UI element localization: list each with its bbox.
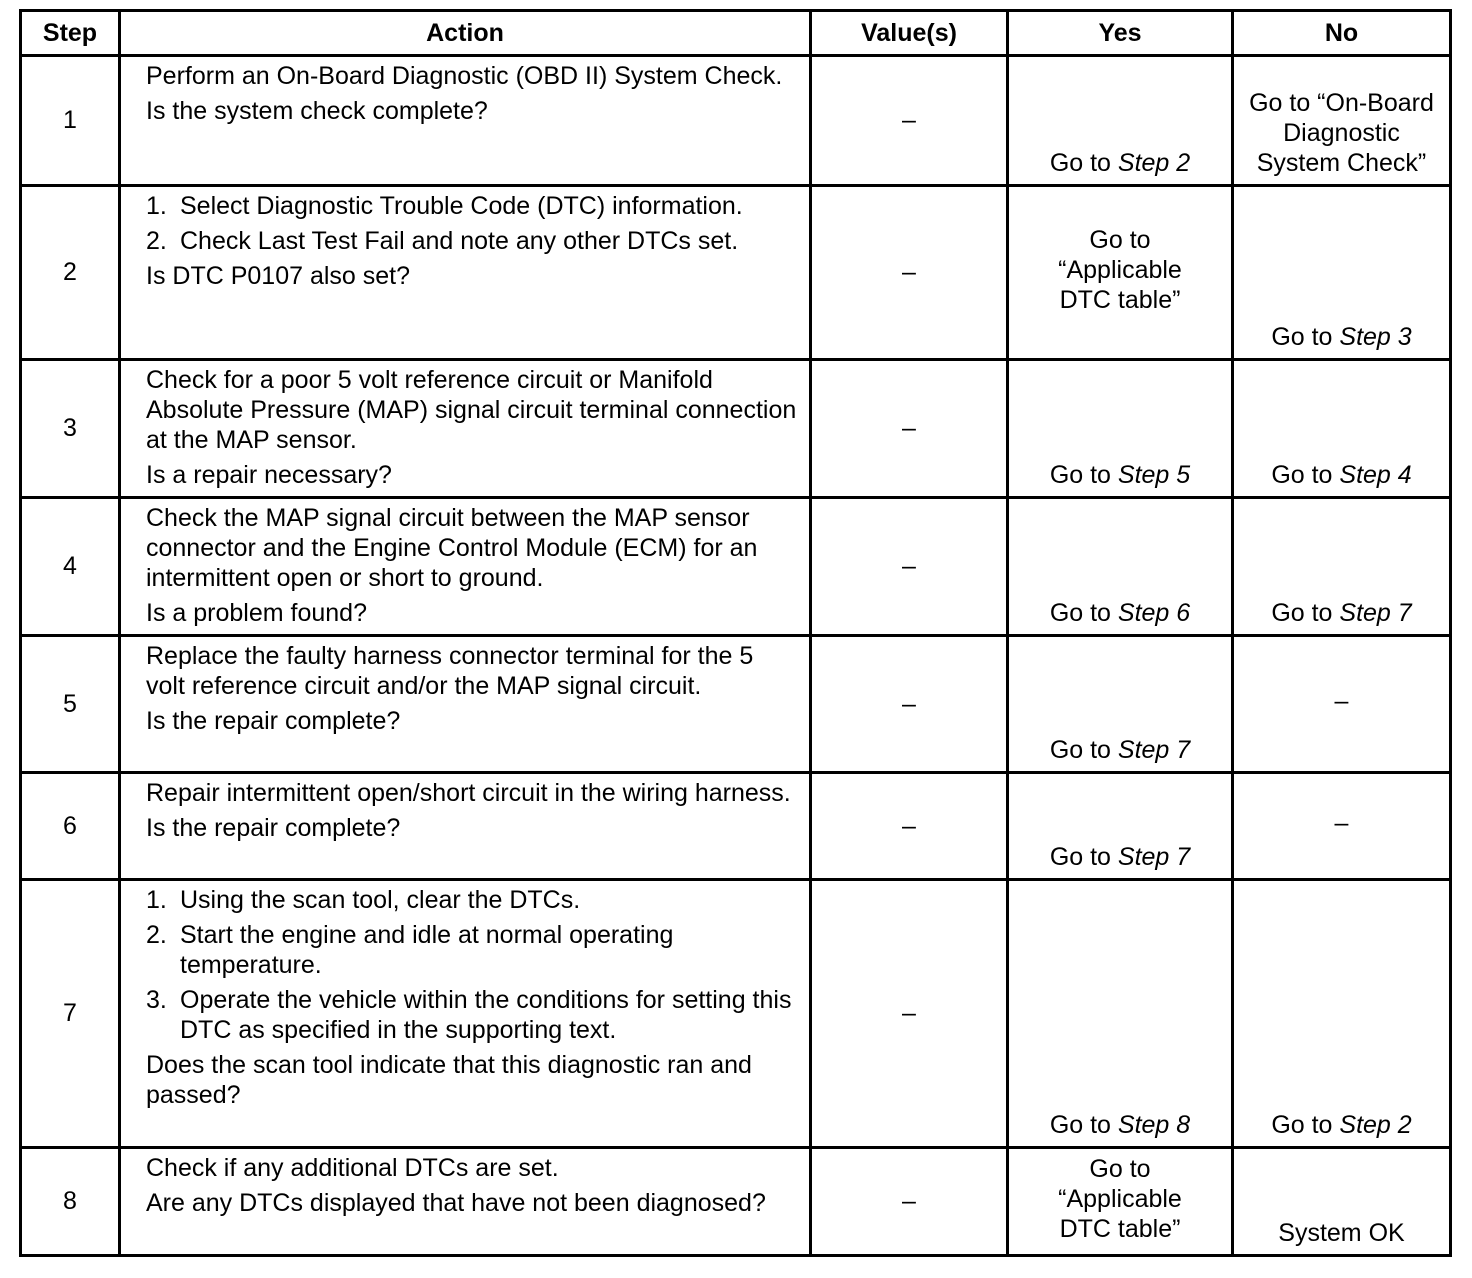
action-question: Is the system check complete? [146, 97, 488, 125]
action-cell [120, 1148, 811, 1256]
yes-text: Go to “Applicable DTC table” [1058, 1154, 1182, 1243]
action-cell [120, 498, 811, 636]
yes-cell [1008, 360, 1233, 498]
step-number: 1 [21, 56, 120, 186]
value-cell: – [811, 360, 1008, 498]
action-text: Check if any additional DTCs are set. [146, 1154, 559, 1182]
value-cell: – [811, 880, 1008, 1148]
yes-prefix: Go to [1049, 599, 1118, 627]
yes-step-link: Step 6 [1117, 599, 1191, 627]
step-number: 5 [21, 636, 120, 773]
yes-step-link: Step 8 [1117, 1111, 1191, 1139]
no-cell [1233, 186, 1451, 360]
step-number: 3 [21, 360, 120, 498]
value-cell: – [811, 186, 1008, 360]
no-prefix: Go to [1271, 1111, 1340, 1139]
table-row [21, 636, 1451, 773]
table-row [21, 498, 1451, 636]
no-step-link: Step 2 [1339, 1111, 1412, 1139]
yes-prefix: Go to [1049, 461, 1118, 489]
action-question: Is the repair complete? [146, 814, 401, 842]
yes-cell [1008, 56, 1233, 186]
value-cell: – [811, 636, 1008, 773]
header-values: Value(s) [811, 11, 1008, 56]
step-number: 7 [21, 880, 120, 1148]
no-cell [1233, 360, 1451, 498]
diagnostic-table [19, 9, 1452, 1257]
list-item: 3. Operate the vehicle within the conditions for setting this DTC as specified in the supporting text. [146, 986, 792, 1044]
yes-step-link: Step 2 [1117, 149, 1191, 177]
table-row [21, 773, 1451, 880]
action-list [146, 191, 799, 256]
header-step: Step [21, 11, 120, 56]
yes-cell [1008, 880, 1233, 1148]
action-text: Check for a poor 5 volt reference circuit or Manifold Absolute Pressure (MAP) signal circuit terminal connection at the MAP sensor. [146, 366, 797, 454]
no-cell: – [1233, 636, 1451, 773]
action-question: Does the scan tool indicate that this diagnostic ran and passed? [146, 1051, 752, 1109]
yes-step-link: Step 7 [1117, 843, 1191, 871]
list-item: 2. Start the engine and idle at normal operating temperature. [146, 921, 674, 979]
no-text: Go to “On-Board Diagnostic System Check” [1249, 89, 1434, 177]
header-no: No [1233, 11, 1451, 56]
yes-cell [1008, 773, 1233, 880]
action-text: Repair intermittent open/short circuit in the wiring harness. [146, 779, 791, 807]
value-cell: – [811, 498, 1008, 636]
step-number: 6 [21, 773, 120, 880]
action-question: Is a problem found? [146, 599, 367, 627]
yes-step-link: Step 5 [1117, 461, 1191, 489]
action-question: Are any DTCs displayed that have not been diagnosed? [146, 1189, 766, 1217]
value-cell: – [811, 1148, 1008, 1256]
action-text: Check the MAP signal circuit between the MAP sensor connector and the Engine Control Module (ECM) for an intermittent open or short to ground. [146, 504, 758, 592]
table-row [21, 1148, 1451, 1256]
action-cell [120, 880, 811, 1148]
header-action: Action [120, 11, 811, 56]
value-cell: – [811, 773, 1008, 880]
step-number: 2 [21, 186, 120, 360]
action-cell [120, 56, 811, 186]
table-row [21, 360, 1451, 498]
table-row [21, 186, 1451, 360]
action-question: Is the repair complete? [146, 707, 401, 735]
yes-prefix: Go to [1049, 1111, 1118, 1139]
table-row [21, 56, 1451, 186]
no-cell: System OK [1233, 1148, 1451, 1256]
no-prefix: Go to [1271, 599, 1340, 627]
no-prefix: Go to [1271, 323, 1340, 351]
no-cell: – [1233, 773, 1451, 880]
yes-cell [1008, 636, 1233, 773]
action-question: Is a repair necessary? [146, 461, 392, 489]
list-item: 2. Check Last Test Fail and note any other DTCs set. [146, 227, 739, 255]
action-list [146, 885, 799, 1045]
no-step-link: Step 4 [1339, 461, 1412, 489]
no-cell [1233, 498, 1451, 636]
yes-text: Go to “Applicable DTC table” [1058, 225, 1182, 314]
no-step-link: Step 3 [1339, 323, 1412, 351]
yes-cell [1008, 498, 1233, 636]
action-cell [120, 360, 811, 498]
list-item: 1. Using the scan tool, clear the DTCs. [146, 886, 581, 914]
table-row [21, 880, 1451, 1148]
header-row [21, 11, 1451, 56]
yes-prefix: Go to [1049, 736, 1118, 764]
value-cell: – [811, 56, 1008, 186]
action-cell [120, 186, 811, 360]
yes-cell [1008, 1148, 1233, 1256]
step-number: 4 [21, 498, 120, 636]
no-prefix: Go to [1271, 461, 1340, 489]
header-yes: Yes [1008, 11, 1233, 56]
step-number: 8 [21, 1148, 120, 1256]
no-step-link: Step 7 [1339, 599, 1412, 627]
yes-cell [1008, 186, 1233, 360]
action-text: Perform an On-Board Diagnostic (OBD II) System Check. [146, 62, 783, 90]
action-cell [120, 636, 811, 773]
yes-prefix: Go to [1049, 149, 1118, 177]
list-item: 1. Select Diagnostic Trouble Code (DTC) information. [146, 192, 743, 220]
yes-step-link: Step 7 [1117, 736, 1191, 764]
yes-prefix: Go to [1049, 843, 1118, 871]
action-cell [120, 773, 811, 880]
action-question: Is DTC P0107 also set? [146, 262, 411, 290]
no-cell [1233, 56, 1451, 186]
action-text: Replace the faulty harness connector terminal for the 5 volt reference circuit and/or the MAP signal circuit. [146, 642, 754, 700]
no-cell [1233, 880, 1451, 1148]
